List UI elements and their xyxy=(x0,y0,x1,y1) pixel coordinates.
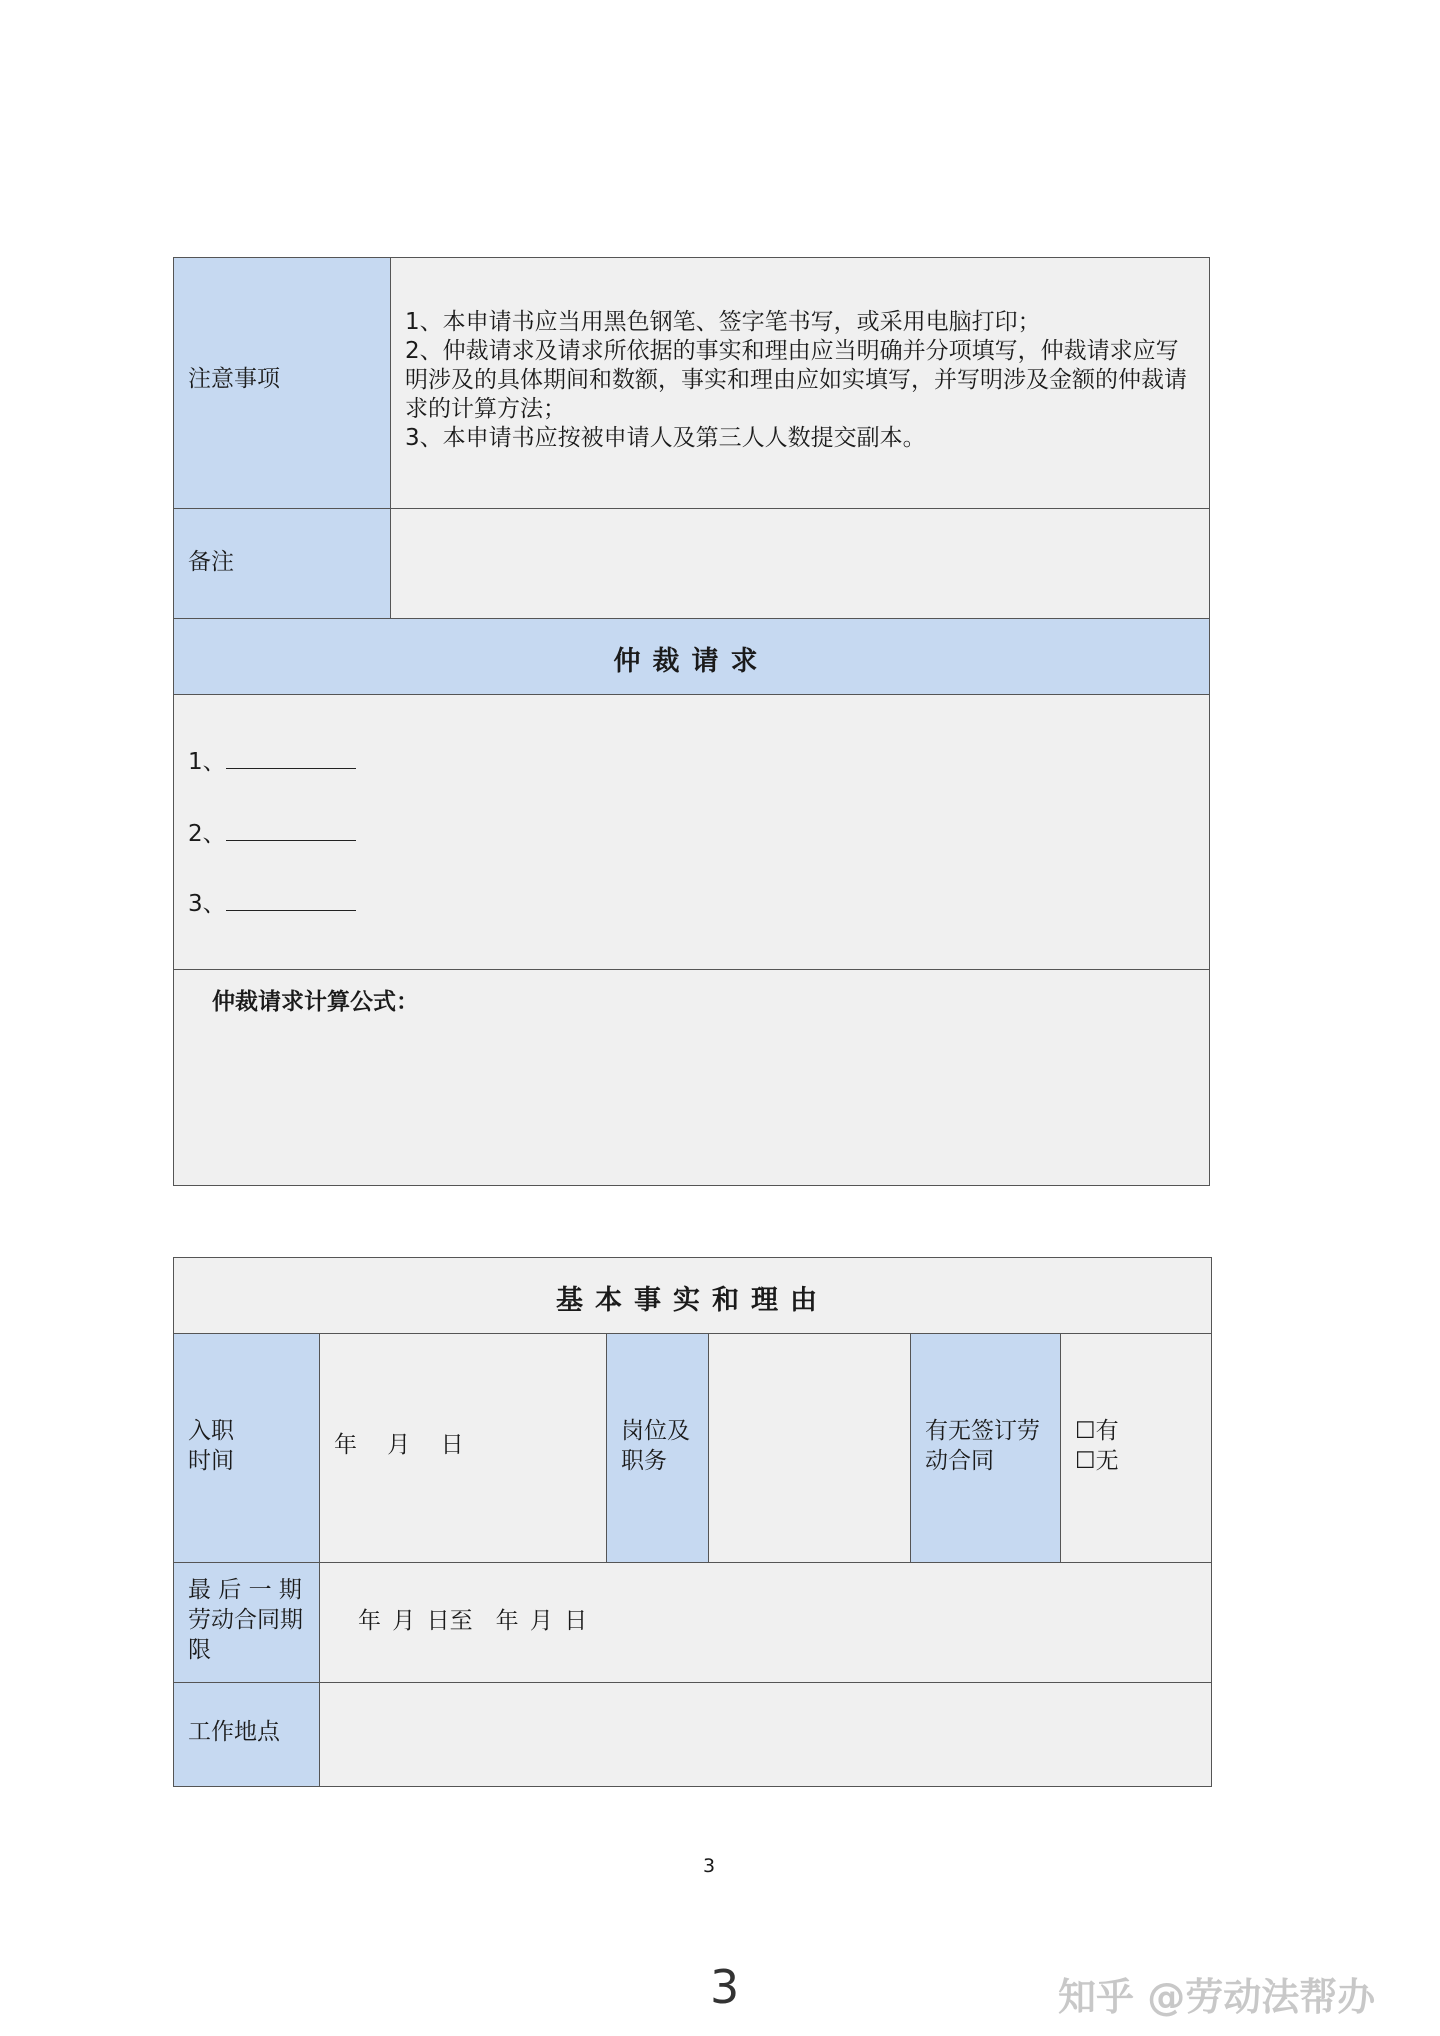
contract-no-checkbox[interactable]: ☐无 xyxy=(1075,1448,1119,1474)
workplace-field[interactable] xyxy=(319,1682,1212,1787)
claim-number: 1、 xyxy=(188,749,226,775)
facts-header xyxy=(173,1257,1212,1334)
claim-item[interactable] xyxy=(188,889,356,919)
claim-blank[interactable] xyxy=(226,819,356,841)
last-contract-field[interactable] xyxy=(319,1562,1212,1683)
facts-title: 基本事实和理由 xyxy=(556,1285,829,1316)
watermark: 知乎 @劳动法帮办 xyxy=(1058,1975,1376,2019)
workplace-label-cell xyxy=(173,1682,320,1787)
claim-item[interactable] xyxy=(188,747,356,777)
formula-cell[interactable] xyxy=(173,969,1210,1186)
claim-blank[interactable] xyxy=(226,747,356,769)
note-item: 1、本申请书应当用黑色钢笔、签字笔书写，或采用电脑打印； xyxy=(405,309,1041,335)
notes-label: 注意事项 xyxy=(188,366,280,392)
remarks-label: 备注 xyxy=(188,549,234,575)
position-label: 岗位及职务 xyxy=(621,1418,690,1474)
note-item: 3、本申请书应按被申请人及第三人人数提交副本。 xyxy=(405,425,926,451)
claims-list-cell xyxy=(173,694,1210,970)
hire-date-field[interactable] xyxy=(319,1333,607,1563)
last-contract-label: 最 后 一 期劳动合同期限 xyxy=(188,1577,303,1663)
claims-title: 仲裁请求 xyxy=(613,646,770,677)
claim-number: 2、 xyxy=(188,821,226,847)
claim-item[interactable] xyxy=(188,819,356,849)
claim-blank[interactable] xyxy=(226,889,356,911)
remarks-label-cell xyxy=(173,508,391,619)
page-number-small: 3 xyxy=(703,1855,716,1877)
notes-content-cell xyxy=(390,257,1210,509)
contract-label: 有无签订劳动合同 xyxy=(925,1418,1040,1474)
last-contract-value: 年 月 日至 年 月 日 xyxy=(358,1608,588,1634)
page-number-large: 3 xyxy=(710,1960,740,2014)
claim-number: 3、 xyxy=(188,891,226,917)
position-field[interactable] xyxy=(708,1333,911,1563)
formula-label: 仲裁请求计算公式： xyxy=(212,989,419,1015)
hire-label-cell xyxy=(173,1333,320,1563)
position-label-cell xyxy=(606,1333,709,1563)
hire-date: 年 月 日 xyxy=(334,1432,464,1458)
contract-choice-cell xyxy=(1060,1333,1212,1563)
contract-label-cell xyxy=(910,1333,1061,1563)
note-item: 2、仲裁请求及请求所依据的事实和理由应当明确并分项填写，仲裁请求应写明涉及的具体期间和数额，事实和理由应如实填写，并写明涉及金额的仲裁请求的计算方法； xyxy=(405,338,1187,422)
last-contract-label-cell xyxy=(173,1562,320,1683)
notes-label-cell xyxy=(173,257,391,509)
contract-yes-checkbox[interactable]: ☐有 xyxy=(1075,1418,1119,1444)
claims-header xyxy=(173,618,1210,695)
remarks-field[interactable] xyxy=(390,508,1210,619)
hire-label: 入职时间 xyxy=(188,1418,234,1474)
workplace-label: 工作地点 xyxy=(188,1719,280,1745)
